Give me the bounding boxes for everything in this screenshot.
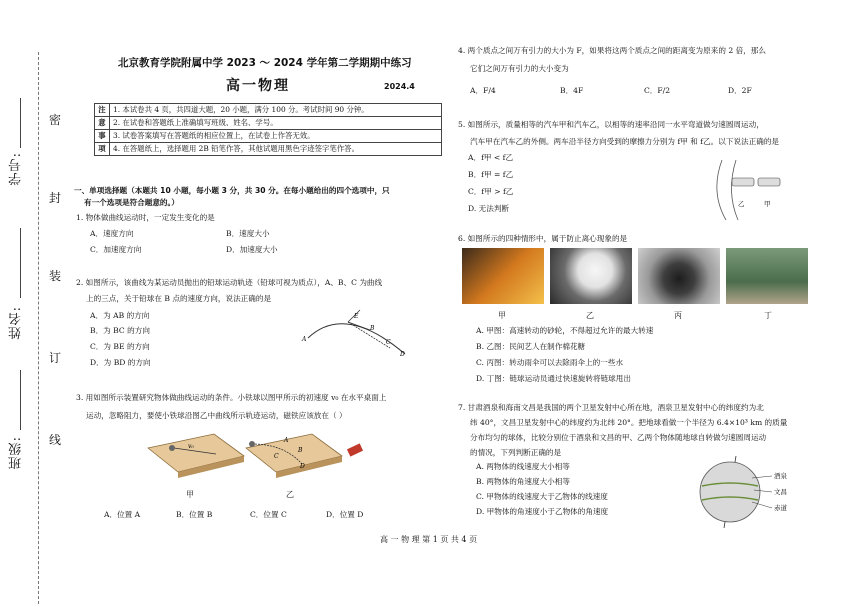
id-blank-line — [20, 98, 21, 148]
exam-title: 北京教育学院附属中学 2023 ～ 2024 学年第二学期期中练习 — [118, 57, 412, 69]
q2-stem-cont: 上的三点，关于铅球在 B 点的速度方向，说法正确的是 — [86, 294, 272, 303]
binding-dashed-line — [38, 52, 39, 604]
binding-char-5: 线 — [49, 433, 62, 447]
notes-key: 注 — [95, 104, 110, 117]
section-heading: 一、单项选择题（本题共 10 小题，每小题 3 分，共 30 分。在每小题给出的四个选项中，只 — [74, 186, 390, 195]
q7-option-b: B. 两物体的角速度大小相等 — [476, 477, 570, 486]
q6-option-a: A. 甲图：高速转动的砂轮，不得超过允许的最大转速 — [476, 326, 654, 335]
q4-stem-cont: 它们之间万有引力的大小变为 — [470, 64, 569, 73]
q5-label-yi: 乙 — [738, 200, 745, 208]
q6-caption-jia: 甲 — [498, 311, 506, 320]
name-label: 姓名: — [9, 306, 24, 340]
q3-option-c: C．位置 C — [250, 510, 287, 519]
q3-stem-cont: 运动，忽略阻力，要使小铁球沿图乙中曲线所示轨迹运动，磁铁应该放在（ ） — [86, 411, 347, 420]
q2-option-c: C．为 BE 的方向 — [90, 342, 150, 351]
q4-option-d: D．2F — [728, 86, 752, 95]
q7-label-equator: 赤道 — [774, 504, 787, 512]
binding-char-2: 封 — [49, 191, 62, 205]
q6-option-c: C. 丙图：转动雨伞可以去除雨伞上的一些水 — [476, 358, 624, 367]
q1-stem: 1. 物体做曲线运动时，一定发生变化的是 — [76, 213, 215, 222]
q5-label-jia: 甲 — [764, 200, 771, 208]
earth-globe — [700, 462, 760, 522]
q2-label-b: B — [370, 325, 375, 332]
q6-stem: 6. 如图所示的四种情形中，属于防止离心现象的是 — [458, 234, 628, 243]
q6-option-d: D. 丁图：链球运动员通过快速旋转将链球甩出 — [476, 374, 631, 383]
notes-key: 意 — [95, 116, 110, 129]
exam-date: 2024.4 — [384, 82, 415, 91]
q3-point-c: C — [274, 453, 279, 460]
notes-item: 1. 本试卷共 4 页，共四道大题，20 小题，满分 100 分。考试时间 90 分钟。 — [110, 104, 442, 117]
q2-option-a: A．为 AB 的方向 — [90, 311, 150, 320]
class-label: 班级: — [9, 436, 24, 470]
q3-stem: 3. 用如图所示装置研究物体做曲线运动的条件。小铁球以图甲所示的初速度 v₀ 在水平桌面上 — [76, 393, 387, 402]
q2-trajectory-figure — [300, 308, 420, 363]
q3-tables-figure — [134, 428, 374, 490]
q6-option-b: B. 乙图：民间艺人在制作棉花糖 — [476, 342, 586, 351]
grinding-wheel-photo — [462, 248, 544, 304]
q3-v0-label: v₀ — [188, 443, 194, 450]
q5-option-d: D. 无法判断 — [468, 204, 510, 213]
q7-stem-cont: 纬 40°，文昌卫星发射中心的纬度约为北纬 20°。把地球看做一个半径为 6.4×10³ km 的质量 — [470, 418, 788, 427]
q5-option-c: C．f甲 > f乙 — [468, 187, 514, 196]
q2-label-a: A — [302, 336, 307, 343]
q6-caption-yi: 乙 — [586, 311, 594, 320]
q3-point-a: A — [284, 437, 289, 444]
q3-option-b: B．位置 B — [176, 510, 213, 519]
q7-label-wenchang: 文昌 — [774, 488, 787, 496]
q7-option-c: C. 甲物体的线速度大于乙物体的线速度 — [476, 492, 608, 501]
id-label: 学号: — [9, 152, 24, 186]
magnet-icon — [347, 443, 363, 456]
binding-char-4: 订 — [49, 351, 62, 365]
notes-key: 项 — [95, 142, 110, 155]
notes-item: 4. 在答题纸上，选择题用 2B 铅笔作答，其他试题用黑色字迹签字笔作答。 — [110, 142, 442, 155]
q2-option-d: D．为 BD 的方向 — [90, 358, 151, 367]
q5-option-a: A．f甲 < f乙 — [468, 153, 514, 162]
q4-option-b: B．4F — [560, 86, 584, 95]
q1-option-c: C．加速度方向 — [90, 245, 142, 254]
name-blank-line — [20, 228, 21, 298]
q3-point-b: B — [298, 447, 303, 454]
q5-stem: 5. 如图所示，质量相等的汽车甲和汽车乙，以相等的速率沿同一水平弯道做匀速圆周运动， — [458, 120, 764, 129]
q7-stem-cont3: 的情况，下列判断正确的是 — [470, 448, 562, 457]
q4-option-c: C．F/2 — [644, 86, 671, 95]
q3-caption-b: 乙 — [286, 490, 294, 499]
hammer-throw-photo — [726, 248, 808, 304]
q7-label-jiuquan: 酒泉 — [774, 472, 787, 480]
q7-option-a: A. 两物体的线速度大小相等 — [476, 462, 570, 471]
binding-char-1: 密 — [49, 113, 62, 127]
class-blank-line — [20, 370, 21, 430]
q5-cars-figure — [716, 156, 808, 222]
q5-stem-cont: 汽车甲在汽车乙的外侧。两车沿半径方向受到的摩擦力分别为 f甲 和 f乙。以下说法正确的是 — [470, 137, 780, 146]
q6-caption-bing: 丙 — [674, 311, 682, 320]
notes-item: 3. 试卷答案填写在答题纸的相应位置上，在试卷上作答无效。 — [110, 129, 442, 142]
q2-option-b: B．为 BC 的方向 — [90, 326, 150, 335]
q4-option-a: A．F/4 — [470, 86, 496, 95]
q2-stem: 2. 如图所示，该曲线为某运动员抛出的铅球运动轨迹（铅球可视为质点），A、B、C 为曲线 — [76, 278, 383, 287]
car-jia-icon — [758, 178, 780, 186]
notes-item: 2. 在试卷和答题纸上准确填写班级、姓名、学号。 — [110, 116, 442, 129]
q4-stem: 4. 两个质点之间万有引力的大小为 F，如果将这两个质点之间的距离变为原来的 2 倍，那么 — [458, 46, 766, 55]
q2-label-e: E — [354, 313, 359, 320]
q2-label-d: D — [400, 351, 405, 358]
q2-label-c: C — [386, 339, 391, 346]
notes-table — [94, 103, 442, 156]
page-footer: 高 一 物 理 第 1 页 共 4 页 — [380, 535, 478, 544]
q5-option-b: B．f甲 = f乙 — [468, 170, 514, 179]
binding-char-3: 装 — [49, 269, 62, 283]
q1-option-a: A．速度方向 — [90, 229, 134, 238]
q3-point-d: D — [300, 463, 305, 470]
car-yi-icon — [732, 178, 754, 186]
q1-option-d: D．加速度大小 — [226, 245, 278, 254]
q7-earth-figure — [680, 456, 810, 530]
notes-key: 事 — [95, 129, 110, 142]
q3-caption-a: 甲 — [186, 490, 194, 499]
umbrella-photo — [638, 248, 720, 304]
q7-stem-cont2: 分布均匀的球体，比较分别位于酒泉和文昌的甲、乙两个物体随地球自转做匀速圆周运动 — [470, 433, 767, 442]
section-heading-cont: 有一个选项是符合题意的。） — [84, 198, 179, 207]
q7-stem: 7. 甘肃酒泉和海南文昌是我国的两个卫星发射中心所在地，酒泉卫星发射中心的纬度约为北 — [458, 403, 764, 412]
q6-caption-ding: 丁 — [764, 311, 772, 320]
cotton-candy-photo — [550, 248, 632, 304]
q1-option-b: B．速度大小 — [226, 229, 270, 238]
q3-option-a: A．位置 A — [104, 510, 141, 519]
exam-subject: 高一物理 — [226, 78, 290, 94]
q7-option-d: D. 甲物体的角速度小于乙物体的角速度 — [476, 507, 609, 516]
q3-option-d: D．位置 D — [326, 510, 364, 519]
